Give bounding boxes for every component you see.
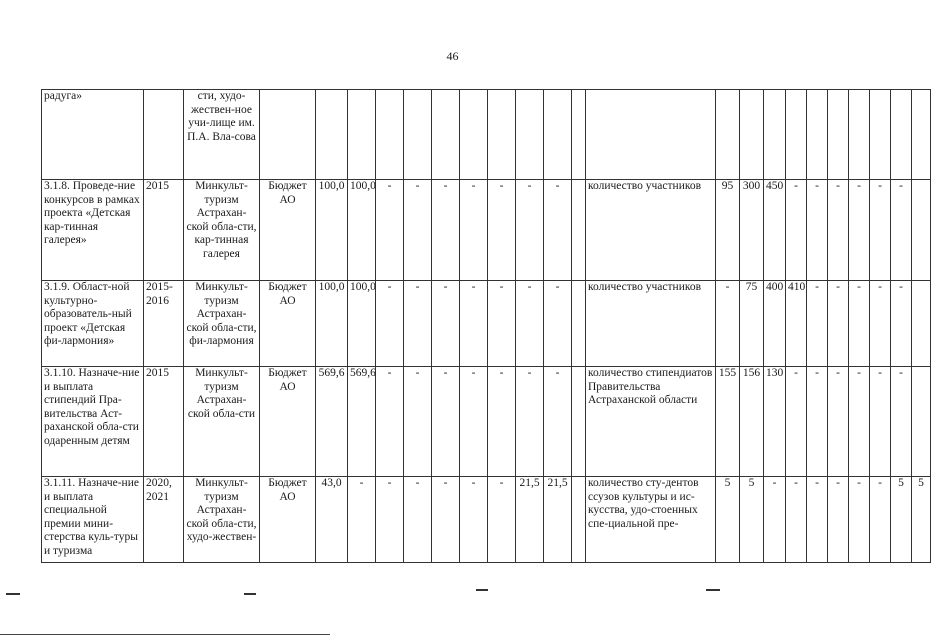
- funding-cell: 100,0: [348, 180, 376, 281]
- table-row: [42, 281, 931, 367]
- indicator-value-cell: [849, 90, 870, 180]
- indicator-value-cell: [870, 90, 891, 180]
- indicator-value-cell: -: [786, 367, 807, 477]
- indicator-value-cell: [716, 90, 740, 180]
- indicator-value-cell: -: [849, 477, 870, 563]
- funding-cell: 100,0: [316, 281, 348, 367]
- indicator-value-cell: -: [849, 367, 870, 477]
- scan-mark: [244, 593, 256, 595]
- year-cell: 2015: [144, 367, 184, 477]
- indicator-value-cell: -: [870, 180, 891, 281]
- table-row: [42, 367, 931, 477]
- funding-cell: -: [432, 367, 460, 477]
- scan-mark: [476, 589, 488, 591]
- indicator-value-cell: -: [870, 477, 891, 563]
- indicator-value-cell: 5: [912, 477, 931, 563]
- table-row: [42, 180, 931, 281]
- indicator-value-cell: 95: [716, 180, 740, 281]
- funding-cell: [572, 477, 586, 563]
- funding-cell: [488, 90, 516, 180]
- funding-cell: -: [544, 367, 572, 477]
- footer-rule: [0, 634, 330, 635]
- funding-cell: -: [376, 477, 404, 563]
- funding-cell: -: [488, 477, 516, 563]
- table-row: [42, 477, 931, 563]
- indicator-value-cell: [740, 90, 764, 180]
- funding-cell: [572, 281, 586, 367]
- funding-cell: [572, 180, 586, 281]
- funding-cell: [460, 90, 488, 180]
- indicator-value-cell: -: [716, 281, 740, 367]
- funding-cell: -: [432, 180, 460, 281]
- funding-cell: 569,6: [348, 367, 376, 477]
- funding-cell: -: [516, 367, 544, 477]
- indicator-value-cell: -: [870, 367, 891, 477]
- executor-cell: Минкульт-туризм Астрахан-ской обла-сти: [184, 367, 260, 477]
- indicator-value-cell: -: [828, 367, 849, 477]
- indicator-value-cell: [891, 90, 912, 180]
- year-cell: 2020, 2021: [144, 477, 184, 563]
- funding-cell: [316, 90, 348, 180]
- indicator-value-cell: [912, 180, 931, 281]
- indicator-value-cell: -: [828, 281, 849, 367]
- indicator-value-cell: -: [849, 281, 870, 367]
- indicator-value-cell: -: [828, 180, 849, 281]
- indicator-cell: количество участников: [586, 180, 716, 281]
- funding-cell: 21,5: [516, 477, 544, 563]
- year-cell: [144, 90, 184, 180]
- funding-source-cell: Бюджет АО: [260, 367, 316, 477]
- funding-cell: -: [404, 477, 432, 563]
- scan-mark: [706, 589, 720, 591]
- indicator-value-cell: -: [786, 180, 807, 281]
- table-row: [42, 90, 931, 180]
- funding-cell: -: [348, 477, 376, 563]
- indicator-value-cell: -: [891, 180, 912, 281]
- funding-cell: -: [432, 477, 460, 563]
- indicator-value-cell: [828, 90, 849, 180]
- indicator-value-cell: [786, 90, 807, 180]
- indicator-cell: количество сту-дентов ссузов культуры и ис-кусства, удо-стоенных спе-циальной пре-: [586, 477, 716, 563]
- funding-cell: -: [488, 281, 516, 367]
- indicator-value-cell: -: [807, 281, 828, 367]
- indicator-cell: количество стипендиатов Правительства Астраханской области: [586, 367, 716, 477]
- executor-cell: Минкульт-туризм Астрахан-ской обла-сти, фи-лармония: [184, 281, 260, 367]
- funding-cell: -: [460, 477, 488, 563]
- funding-cell: -: [376, 281, 404, 367]
- indicator-cell: количество участников: [586, 281, 716, 367]
- indicator-value-cell: 5: [891, 477, 912, 563]
- funding-cell: 43,0: [316, 477, 348, 563]
- indicator-value-cell: -: [891, 281, 912, 367]
- funding-cell: -: [516, 281, 544, 367]
- indicator-value-cell: -: [849, 180, 870, 281]
- indicator-value-cell: -: [786, 477, 807, 563]
- executor-cell: Минкульт-туризм Астрахан-ской обла-сти, кар-тинная галерея: [184, 180, 260, 281]
- funding-cell: [376, 90, 404, 180]
- indicator-value-cell: -: [891, 367, 912, 477]
- indicator-value-cell: 300: [740, 180, 764, 281]
- funding-source-cell: Бюджет АО: [260, 281, 316, 367]
- indicator-value-cell: 156: [740, 367, 764, 477]
- funding-source-cell: Бюджет АО: [260, 477, 316, 563]
- indicator-value-cell: [764, 90, 786, 180]
- funding-cell: [572, 367, 586, 477]
- indicator-value-cell: 155: [716, 367, 740, 477]
- measure-name-cell: 3.1.8. Проведе-ние конкурсов в рамках проекта «Детская кар-тинная галерея»: [42, 180, 144, 281]
- indicator-value-cell: 410: [786, 281, 807, 367]
- funding-cell: -: [460, 281, 488, 367]
- indicator-value-cell: -: [807, 477, 828, 563]
- indicator-value-cell: [912, 281, 931, 367]
- indicator-value-cell: -: [870, 281, 891, 367]
- executor-cell: Минкульт-туризм Астрахан-ской обла-сти, худо-жествен-: [184, 477, 260, 563]
- funding-cell: [516, 90, 544, 180]
- indicator-cell: [586, 90, 716, 180]
- year-cell: 2015-2016: [144, 281, 184, 367]
- indicator-value-cell: 130: [764, 367, 786, 477]
- measure-name-cell: 3.1.11. Назначе-ние и выплата специальной премии мини-стерства куль-туры и туризма: [42, 477, 144, 563]
- funding-cell: 100,0: [348, 281, 376, 367]
- indicator-value-cell: 400: [764, 281, 786, 367]
- funding-cell: [348, 90, 376, 180]
- funding-cell: 100,0: [316, 180, 348, 281]
- funding-cell: -: [460, 367, 488, 477]
- funding-cell: [544, 90, 572, 180]
- funding-cell: -: [544, 180, 572, 281]
- indicator-value-cell: -: [828, 477, 849, 563]
- program-table: [41, 89, 931, 563]
- indicator-value-cell: -: [807, 367, 828, 477]
- executor-cell: сти, худо-жествен-ное учи-лище им. П.А. Вла-сова: [184, 90, 260, 180]
- indicator-value-cell: [912, 367, 931, 477]
- funding-source-cell: [260, 90, 316, 180]
- funding-cell: -: [516, 180, 544, 281]
- funding-cell: -: [376, 367, 404, 477]
- indicator-value-cell: 5: [716, 477, 740, 563]
- indicator-value-cell: [807, 90, 828, 180]
- measure-name-cell: радуга»: [42, 90, 144, 180]
- funding-cell: -: [376, 180, 404, 281]
- indicator-value-cell: 450: [764, 180, 786, 281]
- indicator-value-cell: 75: [740, 281, 764, 367]
- funding-cell: -: [544, 281, 572, 367]
- page-number: 46: [446, 49, 459, 63]
- funding-cell: 569,6: [316, 367, 348, 477]
- scan-mark: [6, 593, 20, 595]
- funding-cell: 21,5: [544, 477, 572, 563]
- year-cell: 2015: [144, 180, 184, 281]
- funding-cell: -: [404, 281, 432, 367]
- indicator-value-cell: 5: [740, 477, 764, 563]
- measure-name-cell: 3.1.9. Област-ной культурно-образователь-ный проект «Детская фи-лармония»: [42, 281, 144, 367]
- funding-cell: -: [488, 180, 516, 281]
- funding-source-cell: Бюджет АО: [260, 180, 316, 281]
- measure-name-cell: 3.1.10. Назначе-ние и выплата стипендий Пра-вительства Аст-раханской обла-сти одаренным детям: [42, 367, 144, 477]
- funding-cell: -: [488, 367, 516, 477]
- indicator-value-cell: -: [764, 477, 786, 563]
- funding-cell: -: [404, 180, 432, 281]
- funding-cell: [432, 90, 460, 180]
- funding-cell: [404, 90, 432, 180]
- funding-cell: [572, 90, 586, 180]
- funding-cell: -: [404, 367, 432, 477]
- funding-cell: -: [460, 180, 488, 281]
- indicator-value-cell: [912, 90, 931, 180]
- indicator-value-cell: -: [807, 180, 828, 281]
- funding-cell: -: [432, 281, 460, 367]
